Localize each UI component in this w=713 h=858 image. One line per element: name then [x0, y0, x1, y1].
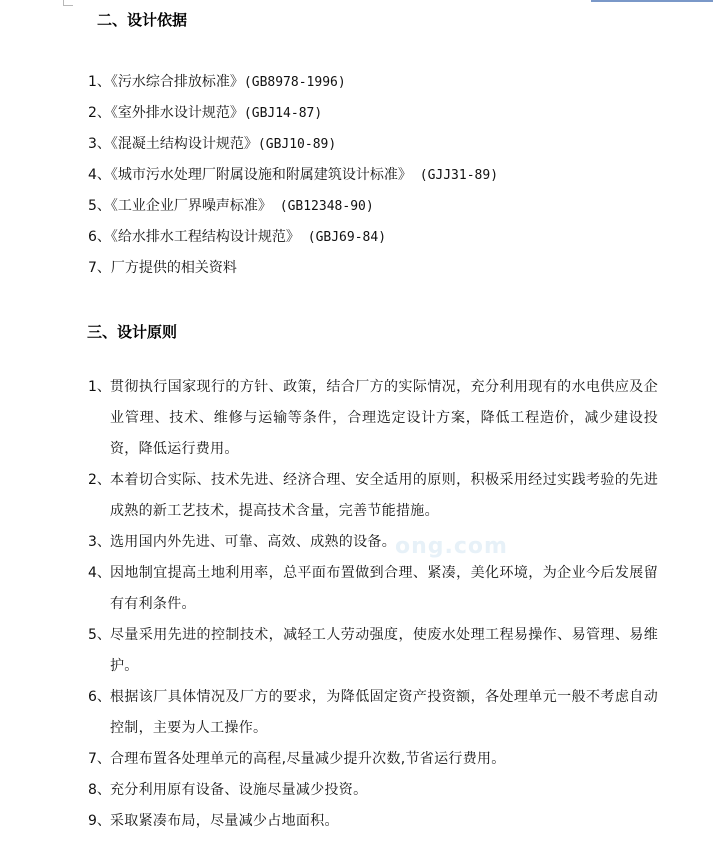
principle-text: 充分利用原有设备、设施尽量减少投资。	[110, 782, 368, 798]
top-accent-line	[591, 0, 713, 2]
principle-text: 本着切合实际、技术先进、经济合理、安全适用的原则，积极采用经过实践考验的先进成熟的新工艺技术，提高技术含量，完善节能措施。	[110, 472, 658, 519]
principle-number: 9、	[88, 813, 111, 829]
reference-item-4	[88, 165, 498, 186]
principle-item-3	[88, 527, 658, 558]
reference-name: 《室外排水设计规范》	[110, 105, 244, 121]
principle-number: 2、	[88, 472, 111, 488]
reference-item-6	[88, 227, 386, 248]
reference-item-7	[88, 258, 237, 279]
principle-item-6	[88, 682, 658, 744]
principle-number: 4、	[88, 565, 111, 581]
reference-number: 5、	[88, 198, 111, 214]
principle-text: 选用国内外先进、可靠、高效、成熟的设备。	[110, 534, 396, 550]
principles-list	[88, 372, 658, 837]
reference-number: 1、	[88, 74, 111, 90]
reference-name: 《工业企业厂界噪声标准》	[110, 198, 272, 214]
reference-number: 3、	[88, 136, 111, 152]
reference-code: (GB8978-1996)	[243, 75, 346, 90]
principle-text: 尽量采用先进的控制技术，减轻工人劳动强度，使废水处理工程易操作、易管理、易维护。	[110, 627, 658, 674]
reference-code: (GBJ69-84)	[299, 230, 387, 245]
principle-number: 8、	[88, 782, 111, 798]
reference-code: (GBJ10-89)	[257, 137, 337, 152]
principle-item-2	[88, 465, 658, 527]
principle-item-8	[88, 775, 658, 806]
principle-text: 采取紧凑布局，尽量减少占地面积。	[110, 813, 339, 829]
reference-number: 7、	[88, 260, 111, 276]
reference-item-5	[88, 196, 374, 217]
reference-name: 《污水综合排放标准》	[110, 74, 244, 90]
principle-item-1	[88, 372, 658, 465]
principle-number: 1、	[88, 379, 111, 395]
reference-code: (GJJ31-89)	[411, 168, 499, 183]
reference-name: 厂方提供的相关资料	[110, 260, 237, 276]
section-heading-design-principles: 三、设计原则	[87, 323, 178, 341]
reference-item-2	[88, 103, 322, 124]
reference-item-1	[88, 72, 346, 93]
principle-number: 6、	[88, 689, 111, 705]
principle-text: 贯彻执行国家现行的方针、政策，结合厂方的实际情况，充分利用现有的水电供应及企业管理、技术、维修与运输等条件，合理选定设计方案，降低工程造价，减少建设投资，降低运行费用。	[110, 379, 658, 457]
page-corner-mark	[63, 0, 73, 6]
reference-name: 《城市污水处理厂附属设施和附属建筑设计标准》	[110, 167, 412, 183]
principle-number: 7、	[88, 751, 111, 767]
principle-item-5	[88, 620, 658, 682]
principle-number: 3、	[88, 534, 111, 550]
reference-code: (GB12348-90)	[271, 199, 374, 214]
reference-name: 《给水排水工程结构设计规范》	[110, 229, 300, 245]
reference-name: 《混凝土结构设计规范》	[110, 136, 258, 152]
principle-item-4	[88, 558, 658, 620]
reference-item-3	[88, 134, 336, 155]
principle-text: 因地制宜提高土地利用率，总平面布置做到合理、紧凑，美化环境，为企业今后发展留有有利条件。	[110, 565, 658, 612]
reference-number: 6、	[88, 229, 111, 245]
principle-item-9	[88, 806, 658, 837]
watermark: ong.com	[395, 534, 508, 559]
section-heading-design-basis: 二、设计依据	[97, 11, 188, 29]
principle-number: 5、	[88, 627, 111, 643]
principle-text: 合理布置各处理单元的高程,尽量减少提升次数,节省运行费用。	[110, 751, 506, 767]
reference-number: 4、	[88, 167, 111, 183]
principle-item-7	[88, 744, 658, 775]
reference-code: (GBJ14-87)	[243, 106, 323, 121]
reference-number: 2、	[88, 105, 111, 121]
principle-text: 根据该厂具体情况及厂方的要求，为降低固定资产投资额，各处理单元一般不考虑自动控制，主要为人工操作。	[110, 689, 658, 736]
